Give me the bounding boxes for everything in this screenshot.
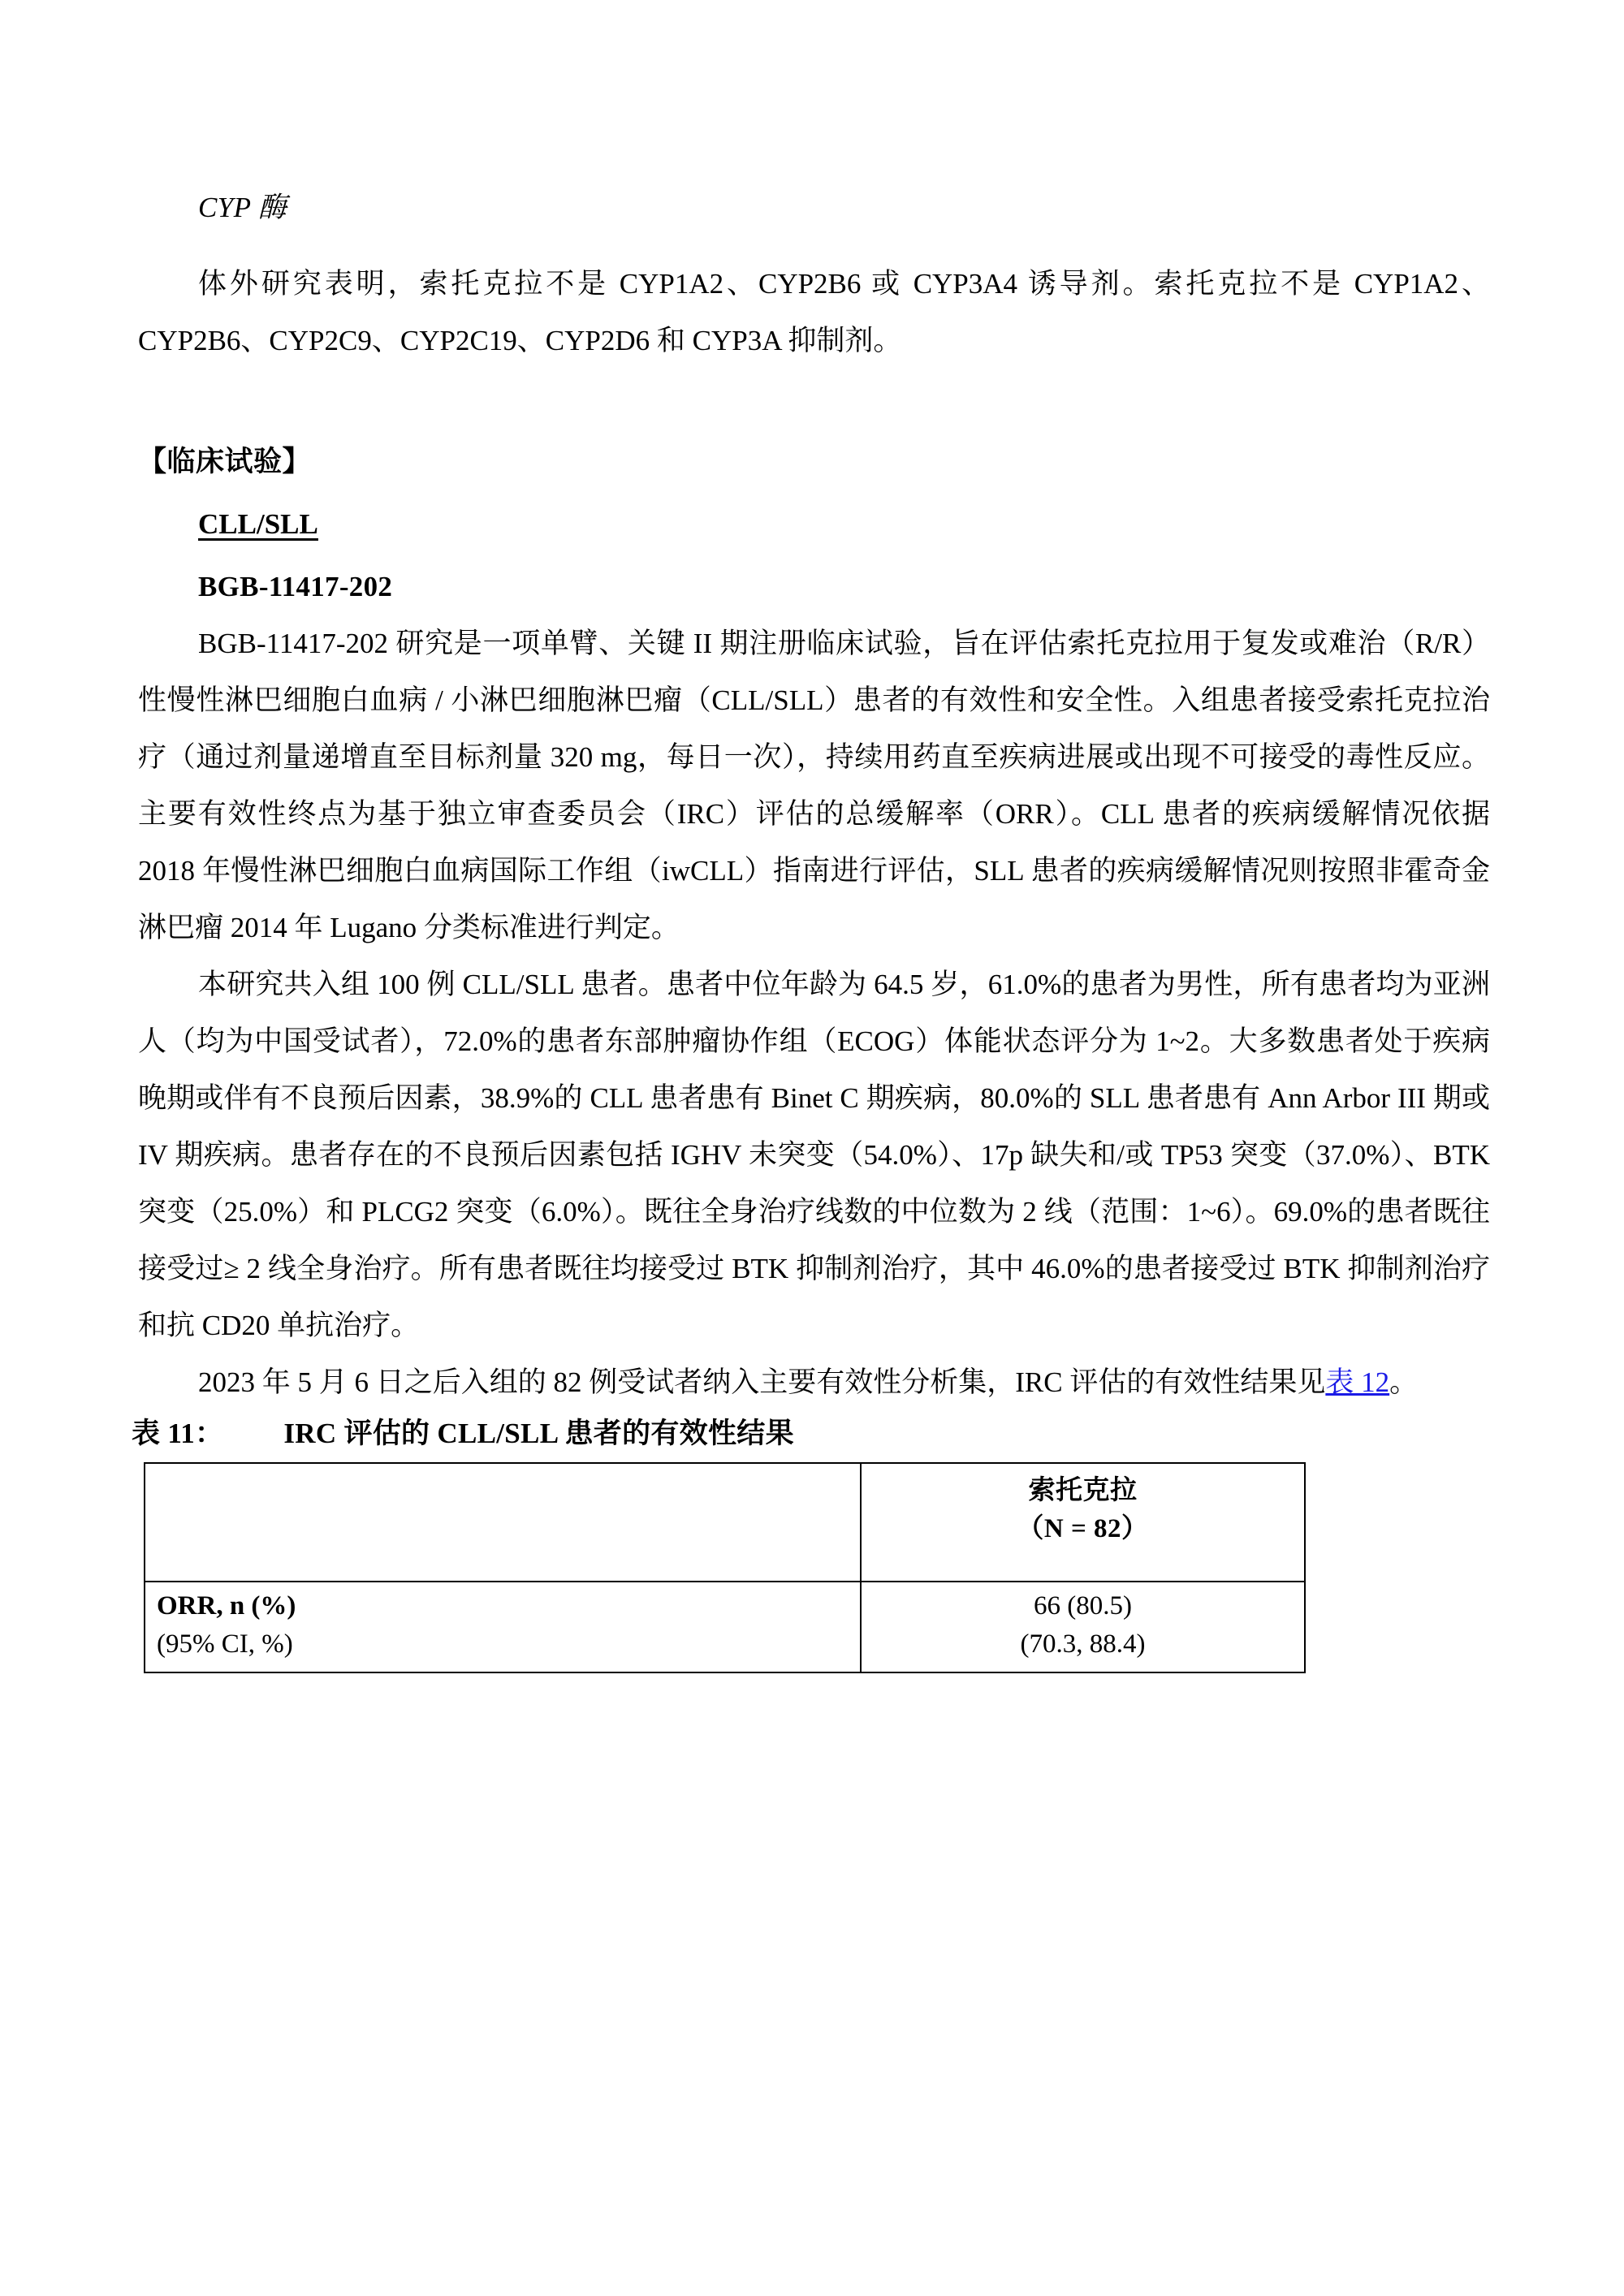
table-row-value-inner	[862, 1582, 1304, 1672]
spacer	[138, 1448, 1490, 1462]
spacer	[138, 601, 1490, 615]
table-row-label-inner	[145, 1582, 860, 1672]
table-row-label-cell	[145, 1582, 861, 1672]
spacer	[138, 476, 1490, 510]
efficacy-analysis-text-suffix: 。	[1389, 1366, 1419, 1398]
table-header-treatment-inner	[862, 1464, 1304, 1581]
clinical-trials-heading: 【临床试验】	[138, 446, 312, 477]
page-content-column	[132, 0, 1490, 1673]
table-row-value-cell	[861, 1582, 1305, 1672]
spacer	[138, 369, 1490, 447]
table-header-row	[145, 1463, 1305, 1582]
table-header-blank-inner	[145, 1464, 860, 1581]
study-design-paragraph: BGB-11417-202 研究是一项单臂、关键 II 期注册临床试验，旨在评估索托克拉用于复发或难治（R/R）性慢性淋巴细胞白血病 / 小淋巴细胞淋巴瘤（CLL/SLL）患者的有效性和安全性。入组患者接受索托克拉治疗（通过剂量递增直至目标剂量 320 mg，每日一次），持续用药直至疾病进展或出现不可接受的毒性反应。主要有效性终点为基于独立审查委员会（IRC）评估的总缓解率（ORR）。CLL 患者的疾病缓解情况依据 2018 年慢性淋巴细胞白血病国际工作组（iwCLL）指南进行评估，SLL 患者的疾病缓解情况则按照非霍奇金淋巴瘤 2014 年 Lugano 分类标准进行判定。	[138, 628, 1490, 943]
table-12-cross-reference-link[interactable]: 表 12	[1325, 1366, 1390, 1398]
spacer	[138, 222, 1490, 256]
ci-value: (70.3, 88.4)	[1020, 1629, 1146, 1659]
ci-label: (95% CI, %)	[157, 1629, 293, 1659]
orr-label: ORR, n (%)	[157, 1591, 296, 1621]
table-header-cell-blank	[145, 1463, 861, 1582]
orr-value: 66 (80.5)	[1034, 1591, 1132, 1621]
cyp-enzyme-paragraph: 体外研究表明，索托克拉不是 CYP1A2、CYP2B6 或 CYP3A4 诱导剂。索托克拉不是 CYP1A2、CYP2B6、CYP2C9、CYP2C19、CYP2D6 和 CYP3A 抑制剂。	[138, 268, 1490, 356]
cyp-enzyme-subheading: CYP 酶	[198, 192, 287, 223]
efficacy-analysis-paragraph	[138, 1354, 1490, 1411]
table-11-caption	[132, 1419, 1484, 1448]
cll-sll-subheading	[138, 510, 1490, 538]
table-11-wrapper	[144, 1462, 1301, 1673]
table-11	[144, 1462, 1306, 1673]
table-header-treatment-name: 索托克拉	[1028, 1476, 1138, 1505]
table-11-caption-number: 表 11：	[132, 1418, 224, 1449]
table-row	[145, 1582, 1305, 1672]
table-header-treatment-n: （N = 82）	[1017, 1514, 1149, 1543]
table-11-caption-title: IRC 评估的 CLL/SLL 患者的有效性结果	[283, 1418, 794, 1449]
spacer	[138, 538, 1490, 572]
patient-demographics-paragraph: 本研究共入组 100 例 CLL/SLL 患者。患者中位年龄为 64.5 岁，61.0%的患者为男性，所有患者均为亚洲人（均为中国受试者），72.0%的患者东部肿瘤协作组（ECOG）体能状态评分为 1~2。大多数患者处于疾病晚期或伴有不良预后因素，38.9%的 CLL 患者患有 Binet C 期疾病，80.0%的 SLL 患者患有 Ann Arbor III 期或 IV 期疾病。患者存在的不良预后因素包括 IGHV 未突变（54.0%）、17p 缺失和/或 TP53 突变（37.0%）、BTK 突变（25.0%）和 PLCG2 突变（6.0%）。既往全身治疗线数的中位数为 2 线（范围：1~6）。69.0%的患者既往接受过≥ 2 线全身治疗。所有患者既往均接受过 BTK 抑制剂治疗，其中 46.0%的患者接受过 BTK 抑制剂治疗和抗 CD20 单抗治疗。	[138, 969, 1490, 1341]
study-id-heading: BGB-11417-202	[198, 571, 393, 602]
cll-sll-subheading-text: CLL/SLL	[198, 508, 318, 540]
efficacy-analysis-text-prefix: 2023 年 5 月 6 日之后入组的 82 例受试者纳入主要有效性分析集，IRC 评估的有效性结果见	[198, 1366, 1326, 1398]
table-header-cell-treatment	[861, 1463, 1305, 1582]
